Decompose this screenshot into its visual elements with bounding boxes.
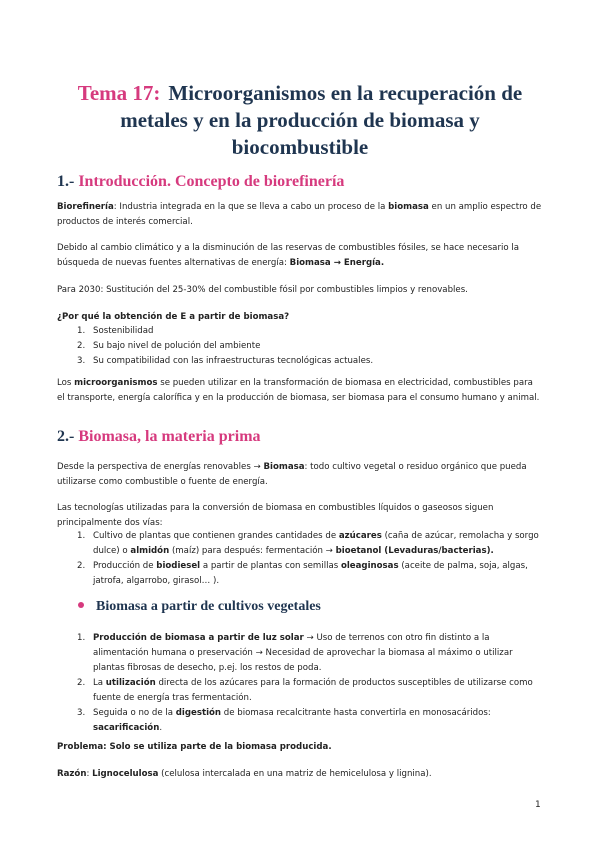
section-1-number: 1.-: [57, 173, 75, 190]
list-number: 3.: [77, 356, 86, 366]
list-item: [57, 324, 543, 339]
list-bold: Producción de biomasa a partir de luz solar: [93, 633, 304, 643]
list-text: (caña de azúcar, remolacha y sorgo dulce) o: [93, 531, 539, 556]
list-text: Producción de: [93, 561, 157, 571]
subheading-crops: [78, 599, 321, 615]
reasons-list: [57, 324, 543, 369]
list-text: (aceite de palma, soja, algas, jatrofa, algarrobo, girasol… ).: [93, 561, 528, 586]
list-number: 1.: [77, 326, 86, 336]
list-number: 1.: [77, 633, 86, 643]
list-bold: utilización: [105, 678, 156, 688]
micro-bold: microorganismos: [74, 378, 158, 388]
list-number: 2.: [77, 341, 86, 351]
list-text: a partir de plantas con semillas: [200, 561, 341, 571]
biorefineria-definition: [57, 200, 543, 230]
renewables-bold: Biomasa: [263, 462, 305, 472]
micro-text-end: se pueden utilizar en la transformación de biomasa en electricidad, combustibles para el transporte, energía calorífica y en la producción de biomasa, ser biomasa para el consumo humano y animal.: [57, 378, 540, 403]
list-text: → Uso de terrenos con otro fin distinto a la alimentación humana o preservación → Necesidad de aprovechar la biomasa al máximo o utilizar plantas fibrosas de desecho, p.ej. los restos de poda.: [93, 633, 513, 673]
definition-text-end: en un amplio espectro de productos de interés comercial.: [57, 202, 542, 227]
crop-biomass-list: [57, 631, 543, 736]
list-item: [57, 676, 543, 706]
list-bold: bioetanol (Levaduras/bacterias).: [335, 546, 494, 556]
list-text: .: [159, 723, 163, 733]
list-number: 2.: [77, 678, 86, 688]
list-number: 2.: [77, 561, 86, 571]
list-item: [57, 706, 543, 736]
list-item: [57, 339, 543, 354]
reason-text: (celulosa intercalada en una matriz de hemicelulosa y lignina).: [158, 769, 432, 779]
list-bold: sacarificación: [93, 723, 160, 733]
target-2030-paragraph: Para 2030: Sustitución del 25-30% del combustible fósil por combustibles limpios y renovables.: [57, 285, 468, 295]
list-text: Su compatibilidad con las infraestructuras tecnológicas actuales.: [93, 356, 374, 366]
list-number: 3.: [77, 708, 86, 718]
section-2-heading: [57, 428, 261, 446]
problem-statement: Problema: Solo se utiliza parte de la biomasa producida.: [57, 742, 332, 752]
list-item: [57, 529, 543, 559]
section-1-heading: [57, 173, 344, 191]
reason-bold: Lignocelulosa: [92, 769, 159, 779]
renewables-paragraph: [57, 460, 543, 490]
section-1-title: Introducción. Concepto de biorefinería: [78, 173, 345, 190]
renewables-text-end: : todo cultivo vegetal o residuo orgánico que pueda utilizarse como combustible o fuente de energía.: [57, 462, 527, 487]
list-bold: azúcares: [338, 531, 382, 541]
microorganisms-paragraph: [57, 376, 543, 406]
reason-colon: :: [86, 769, 93, 779]
climate-paragraph: [57, 241, 543, 271]
section-2-title: Biomasa, la materia prima: [78, 428, 261, 445]
list-text: Su bajo nivel de polución del ambiente: [93, 341, 261, 351]
list-text: La: [93, 678, 106, 688]
renewables-text: Desde la perspectiva de energías renovables →: [57, 462, 264, 472]
reason-label: Razón: [57, 769, 87, 779]
definition-term: Biorefinería: [57, 202, 114, 212]
reason-statement: [57, 767, 543, 782]
list-bold: almidón: [130, 546, 170, 556]
list-text: (maíz) para después: fermentación →: [169, 546, 336, 556]
list-text: de biomasa recalcitrante hasta convertirla en monosacáridos:: [221, 708, 491, 718]
list-item: [57, 559, 543, 589]
list-bold: digestión: [175, 708, 222, 718]
vias-list: [57, 529, 543, 589]
list-text: directa de los azúcares para la formación de productos susceptibles de utilizarse como fuente de energía tras fermentación.: [93, 678, 533, 703]
page-number: 1: [535, 800, 541, 810]
section-2-number: 2.-: [57, 428, 75, 445]
bullet-dot-icon: [78, 602, 84, 608]
definition-bold: biomasa: [388, 202, 429, 212]
document-title: [62, 80, 538, 161]
list-number: 1.: [77, 531, 86, 541]
subheading-text: Biomasa a partir de cultivos vegetales: [96, 599, 321, 614]
list-bold: oleaginosas: [340, 561, 399, 571]
list-text: Cultivo de plantas que contienen grandes cantidades de: [93, 531, 339, 541]
list-text: Sostenibilidad: [93, 326, 154, 336]
definition-text: : Industria integrada en la que se lleva a cabo un proceso de la: [113, 202, 389, 212]
biomass-energy-bold: Biomasa → Energía.: [289, 258, 385, 268]
micro-text: Los: [57, 378, 75, 388]
list-bold: biodiesel: [156, 561, 201, 571]
list-item: [57, 631, 543, 676]
list-text: Seguida o no de la: [93, 708, 176, 718]
why-biomass-question: ¿Por qué la obtención de E a partir de biomasa?: [57, 312, 290, 322]
title-text: Microorganismos en la recuperación de metales y en la producción de biomasa y biocombustible: [120, 81, 523, 159]
list-item: [57, 354, 543, 369]
title-topic-number: Tema 17:: [77, 81, 161, 105]
climate-text: Debido al cambio climático y a la disminución de las reservas de combustibles fósiles, se hace necesario la búsqueda de nuevas fuentes alternativas de energía:: [57, 243, 520, 268]
technologies-paragraph: Las tecnologías utilizadas para la conversión de biomasa en combustibles líquidos o gaseosos siguen principalmente dos vías:: [57, 503, 494, 528]
